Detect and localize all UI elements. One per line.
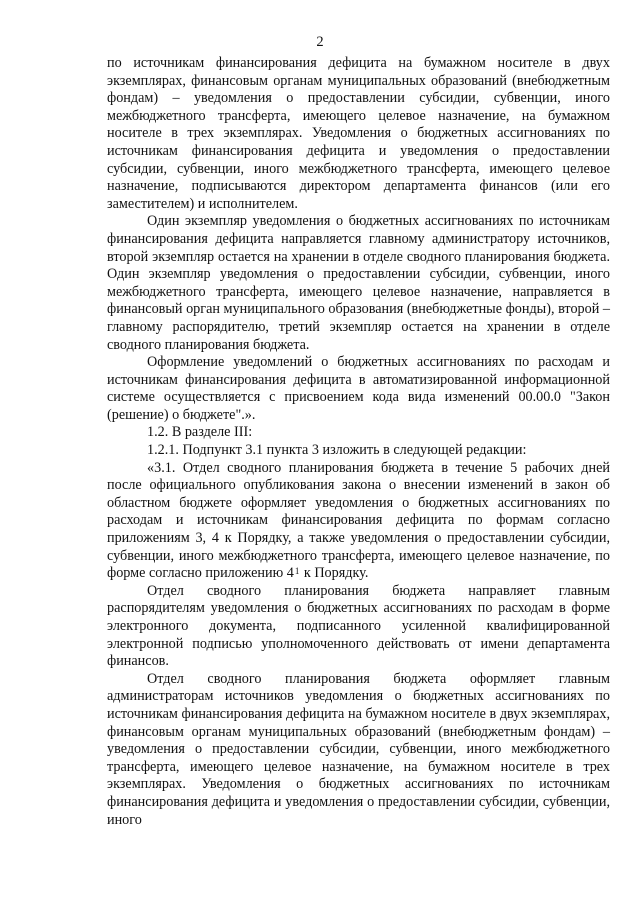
paragraph-1 — [107, 55, 610, 213]
paragraph-4 — [107, 424, 610, 442]
page-number: 2 — [316, 34, 324, 50]
paragraph-6-tail: к Порядку. — [300, 565, 369, 582]
superscript-note: 1 — [294, 566, 300, 577]
paragraph-6-text: «3.1. Отдел сводного планирования бюджета в течение 5 рабочих дней после официального опубликования закона о внесении изменений в закон об областном бюджете оформляет уведомления о бюджетных ассигнованиях по расходам и источникам финансирования дефицита по формам согласно приложениям 3, 4 к Порядку, а также уведомления о предоставлении субсидии, субвенции, иного межбюджетного трансферта, имеющего целевое назначение, по форме согласно приложению 4 — [107, 459, 610, 582]
paragraph-3 — [107, 354, 610, 424]
paragraph-8-text: Отдел сводного планирования бюджета оформляет главным администраторам источников уведомления о бюджетных ассигнованиях по источникам финансирования дефицита на бумажном носителе в двух экземплярах, финансовым органам муниципальных образований (внебюджетным фондам) – уведомления о предоставлении субсидии, субвенции, иного межбюджетного трансферта, имеющего целевое назначение, на бумажном носителе в трех экземплярах. Уведомления о бюджетных ассигнованиях по источникам финансирования дефицита и уведомления о предоставлении субсидии, субвенции, иного — [107, 670, 610, 828]
paragraph-5-text: 1.2.1. Подпункт 3.1 пункта 3 изложить в следующей редакции: — [147, 442, 527, 459]
paragraph-6 — [107, 460, 610, 583]
document-body — [107, 55, 610, 829]
paragraph-8 — [107, 671, 610, 829]
paragraph-5 — [107, 442, 610, 460]
paragraph-7-text: Отдел сводного планирования бюджета направляет главным распорядителям уведомления о бюджетных ассигнованиях по расходам в форме электронного документа, подписанного усиленной квалифицированной электронной подписью уполномоченного действовать от имени департамента финансов. — [107, 582, 610, 670]
paragraph-4-text: 1.2. В разделе III: — [147, 424, 253, 441]
paragraph-7 — [107, 583, 610, 671]
paragraph-1-text: по источникам финансирования дефицита на бумажном носителе в двух экземплярах, финансовым органам муниципальных образований (внебюджетным фондам) – уведомления о предоставлении субсидии, субвенции, иного межбюджетного трансферта, имеющего целевое назначение, на бумажном носителе в трех экземплярах. Уведомления о бюджетных ассигнованиях по источникам финансирования дефицита и уведомления о предоставлении субсидии, субвенции, иного межбюджетного трансферта, имеющего целевое назначение, подписываются директором департамента финансов (или его заместителем) и исполнителем. — [107, 55, 610, 212]
paragraph-3-text: Оформление уведомлений о бюджетных ассигнованиях по расходам и источникам финансирования дефицита в автоматизированной информационной системе осуществляется с присвоением кода вида изменений 00.00.0 "Закон (решение) о бюджете".». — [107, 354, 610, 423]
paragraph-2-text: Один экземпляр уведомления о бюджетных ассигнованиях по источникам финансирования дефицита направляется главному администратору источников, второй экземпляр остается на хранении в отделе сводного планирования бюджета. Один экземпляр уведомления о предоставлении субсидии, субвенции, иного межбюджетного трансферта, имеющего целевое назначение, направляется в финансовый орган муниципального образования (внебюджетные фонды), второй – главному распорядителю, третий экземпляр остается на хранении в отделе сводного планирования бюджета. — [107, 213, 610, 353]
paragraph-2 — [107, 213, 610, 354]
